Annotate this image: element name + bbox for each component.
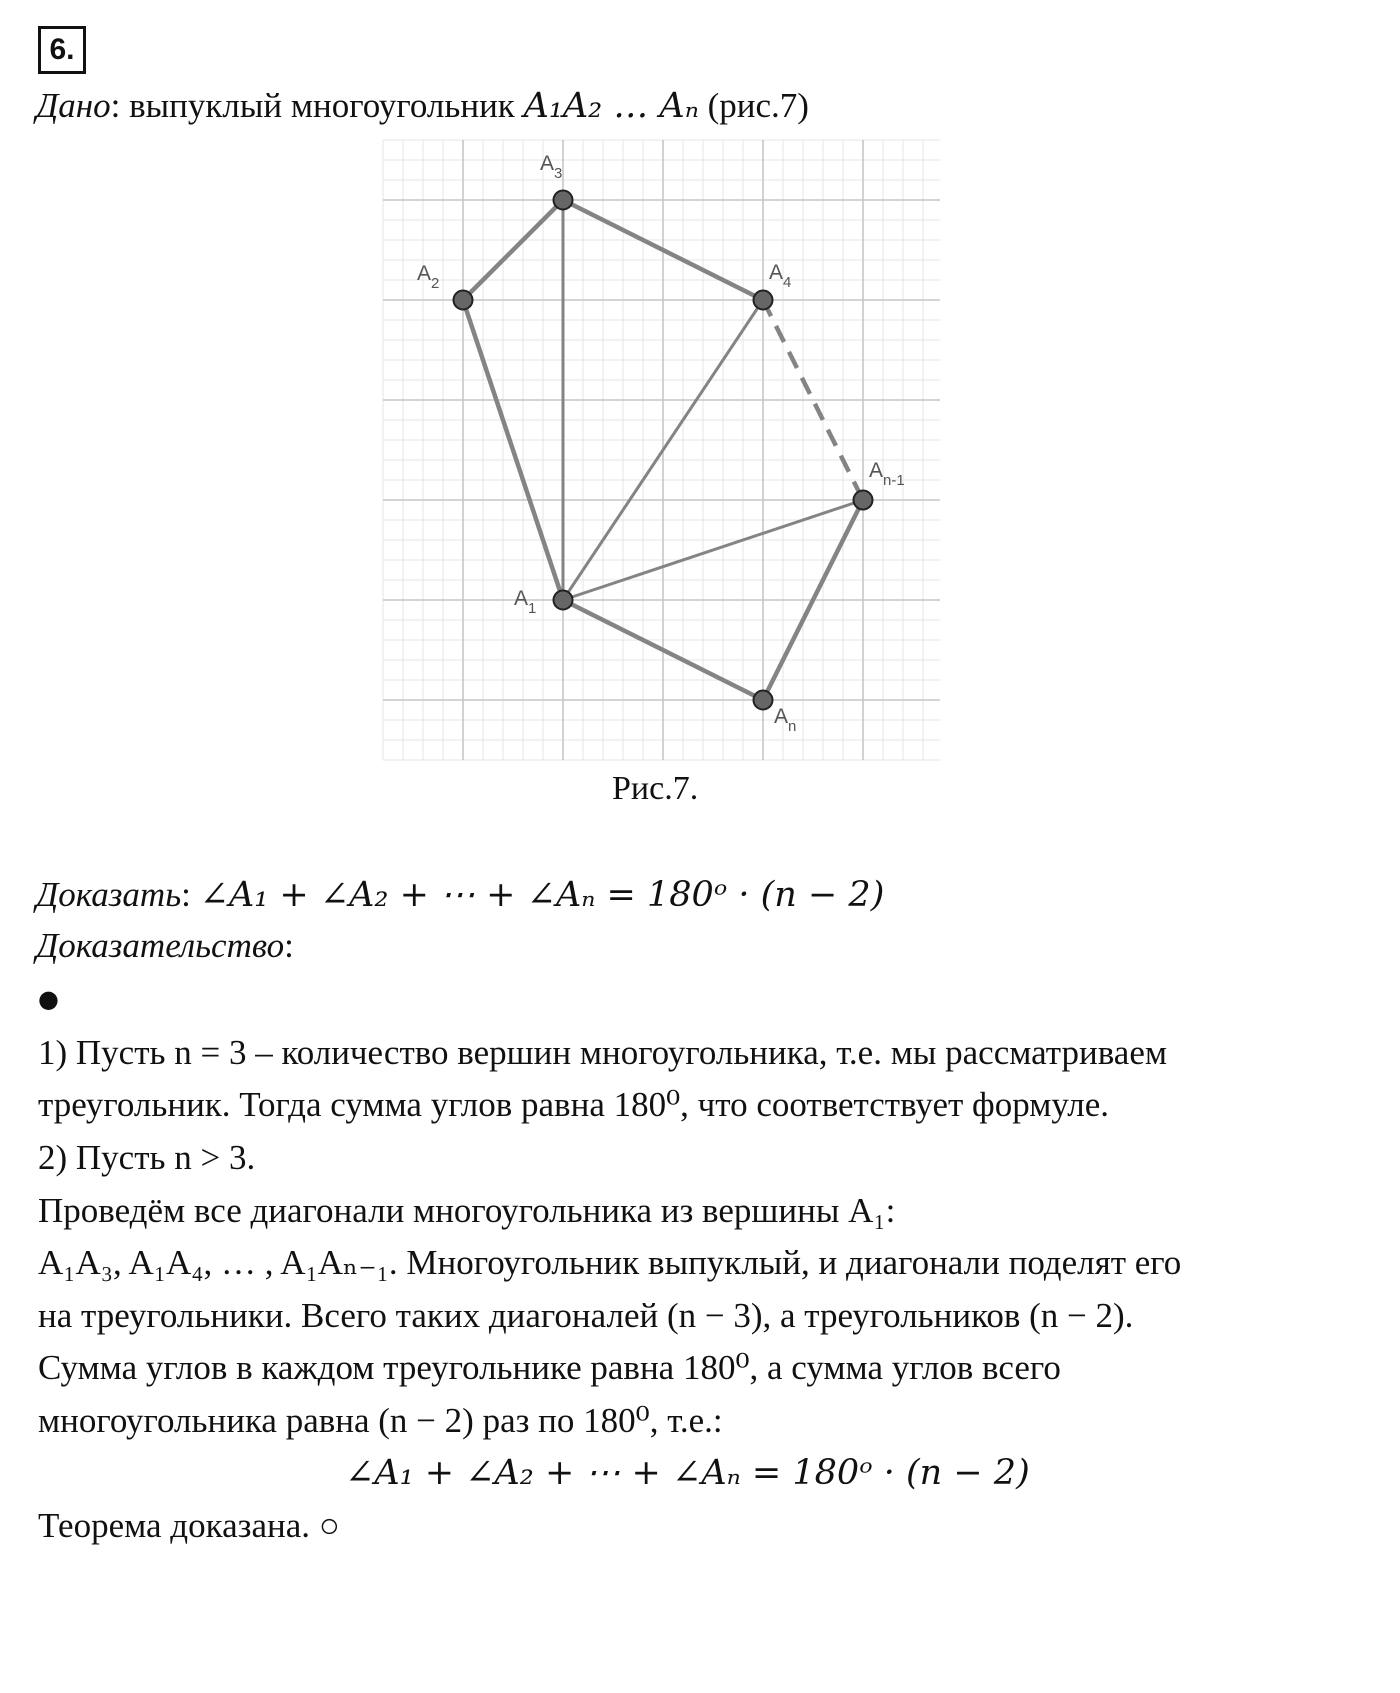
vertex-a4: [754, 291, 773, 310]
given-polygon: A₁A₂ … Aₙ: [523, 86, 699, 126]
vertex-an: [754, 691, 773, 710]
proof-colon: :: [284, 926, 294, 965]
prove-line: [36, 877, 884, 913]
conclusion: Теорема доказана. ○: [38, 1506, 340, 1545]
prove-colon: :: [181, 875, 200, 914]
case2-line: 2) Пусть n > 3.: [38, 1138, 256, 1177]
problem-number: 6.: [38, 26, 86, 74]
vertex-a1: [554, 591, 573, 610]
prove-label: Доказать: [36, 875, 182, 914]
prove-formula: ∠A₁ + ∠A₂ + ⋯ + ∠Aₙ = 180ᵒ · (n − 2): [199, 875, 885, 915]
proof-paragraph-1: Проведём все диагонали многоугольника из вершины A₁:: [38, 1191, 896, 1230]
side-a1-a2: [463, 300, 563, 600]
label-a1: $A_1$: [514, 587, 537, 617]
proof-formula: ∠A₁ + ∠A₂ + ⋯ + ∠Aₙ = 180ᵒ · (n − 2): [345, 1453, 1030, 1493]
figure-7-diagram: [0, 0, 1400, 820]
proof-label-line: [36, 928, 294, 963]
proof-paragraph-5: многоугольника равна (n − 2) раз по 180⁰, т.е.:: [38, 1401, 723, 1440]
vertex-a2: [454, 291, 473, 310]
label-an1: $A_{n-1}$: [869, 459, 905, 489]
given-ref: (рис.7): [698, 86, 809, 125]
label-a3: $A_3$: [540, 152, 563, 182]
case1-line2: треугольник. Тогда сумма углов равна 180⁰, что соответствует формуле.: [38, 1085, 1110, 1124]
figure-caption: Рис.7.: [612, 770, 699, 807]
side-a2-a3: [463, 200, 563, 300]
case1-line1: 1) Пусть n = 3 – количество вершин многоугольника, т.е. мы рассматриваем: [38, 1033, 1168, 1072]
given-text: : выпуклый многоугольник: [110, 86, 524, 125]
given-label: Дано: [36, 86, 111, 125]
proof-paragraph-3: на треугольники. Всего таких диагоналей (n − 3), а треугольников (n − 2).: [38, 1296, 1134, 1335]
vertex-a3: [554, 191, 573, 210]
label-an: $A_n$: [774, 705, 797, 735]
proof-paragraph-4: Сумма углов в каждом треугольнике равна 180⁰, а сумма углов всего: [38, 1348, 1061, 1387]
label-a4: $A_4$: [769, 261, 792, 291]
proof-paragraph-2: A₁A₃, A₁A₄, … , A₁Aₙ₋₁. Многоугольник выпуклый, и диагонали поделят его: [38, 1243, 1182, 1282]
bullet: ●: [38, 985, 59, 1013]
proof-label: Доказательство: [36, 926, 285, 965]
label-a2: $A_2$: [417, 262, 440, 292]
vertex-an1: [854, 491, 873, 510]
